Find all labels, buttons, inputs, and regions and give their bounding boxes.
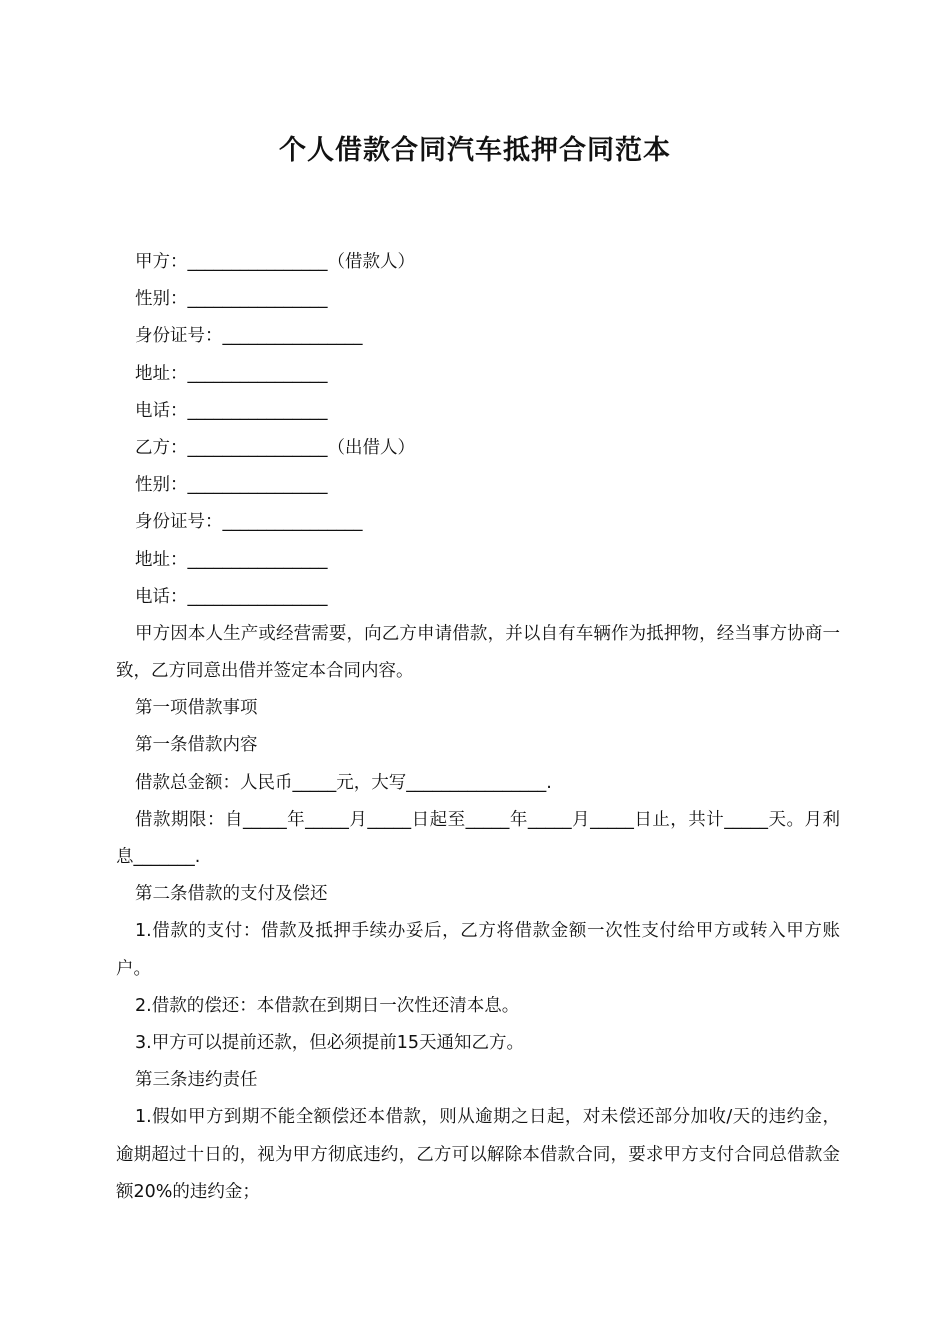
- party-a-id-line: 身份证号：________________: [135, 326, 363, 347]
- loan-term-paragraph: 借款期限：自_____年_____月_____日起至_____年_____月_____日止，共计_____天。月利息_______.: [116, 809, 840, 868]
- breach-clause: 1.假如甲方到期不能全额偿还本借款，则从逾期之日起，对未偿还部分加收/天的违约金，逾期超过十日的，视为甲方彻底违约，乙方可以解除本借款合同，要求甲方支付合同总借款金额20%的违约金；: [116, 1107, 840, 1202]
- party-a-name-line: 甲方：________________（借款人）: [135, 252, 415, 272]
- intro-paragraph: 甲方因本人生产或经营需要，向乙方申请借款，并以自有车辆作为抵押物，经当事方协商一致，乙方同意出借并签定本合同内容。: [116, 623, 840, 682]
- party-a-phone-line: 电话：________________: [135, 400, 328, 421]
- payment-clause: 1.借款的支付：借款及抵押手续办妥后，乙方将借款金额一次性支付给甲方或转入甲方账户。: [116, 921, 840, 979]
- party-b-id-line: 身份证号：________________: [135, 512, 363, 533]
- party-b-phone-line: 电话：________________: [135, 586, 328, 607]
- article-heading: 第二条借款的支付及偿还: [135, 884, 328, 905]
- section-heading: 第一项借款事项: [135, 698, 258, 719]
- repayment-clause: 2.借款的偿还：本借款在到期日一次性还清本息。: [135, 995, 520, 1016]
- loan-amount-line: 借款总金额：人民币_____元，大写________________.: [135, 772, 552, 793]
- article-heading: 第三条违约责任: [135, 1070, 258, 1091]
- party-b-gender-line: 性别：________________: [135, 475, 328, 496]
- early-repayment-clause: 3.甲方可以提前还款，但必须提前15天通知乙方。: [135, 1033, 524, 1054]
- document-body: [116, 244, 840, 1211]
- party-a-gender-line: 性别：________________: [135, 289, 328, 310]
- party-a-address-line: 地址：________________: [135, 363, 328, 384]
- document-title: 个人借款合同汽车抵押合同范本: [279, 135, 671, 166]
- article-heading: 第一条借款内容: [135, 735, 258, 756]
- party-b-address-line: 地址：________________: [135, 549, 328, 570]
- party-b-name-line: 乙方：________________（出借人）: [135, 437, 415, 458]
